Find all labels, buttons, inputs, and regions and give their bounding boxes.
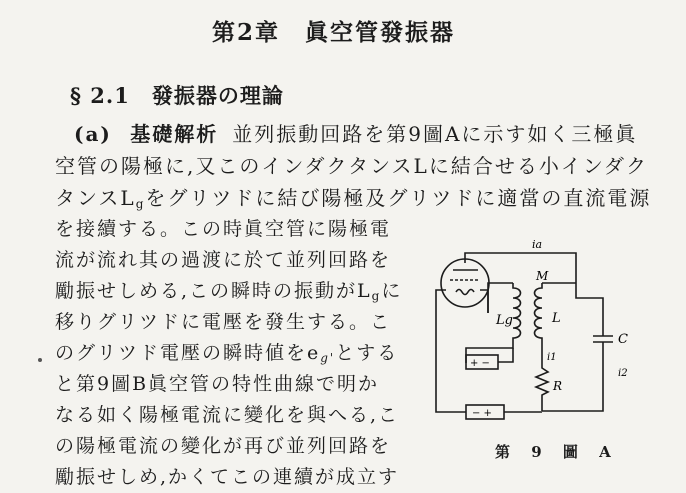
- grid-battery-wire: [498, 348, 513, 362]
- label-L: L: [552, 311, 561, 326]
- paragraph-line-2: 空管の陽極に,又このインダクタンスLに結合せる小インダク: [55, 154, 649, 178]
- chapter-title: 第2章 眞空管發振器: [212, 19, 456, 46]
- circuit-diagram: [418, 228, 658, 443]
- column-line-6: と第9圖B眞空管の特性曲線で明か: [55, 373, 380, 395]
- column-line-2: 流が流れ其の過渡に於て並列回路を: [55, 249, 392, 271]
- paragraph-label: (a): [74, 122, 112, 146]
- label-plate-battery: − +: [472, 408, 492, 419]
- column-line-8: の陽極電流の變化が再び並列回路を: [55, 435, 392, 457]
- vacuum-tube: [441, 259, 489, 307]
- paragraph-line-1: [74, 118, 637, 150]
- tube-filament: [456, 290, 474, 295]
- column-line-5-text: のグリツド電壓の瞬時値をe: [55, 342, 321, 364]
- label-ia: ia: [532, 238, 543, 251]
- label-C: C: [618, 332, 628, 347]
- paragraph-line-1-text: 並列振動回路を第9圖Aに示す如く三極眞: [232, 122, 638, 146]
- label-R: R: [553, 379, 563, 393]
- label-Lg: Lg: [496, 313, 513, 328]
- label-i1: i1: [547, 352, 557, 363]
- line-3-end: をグリツドに結び陽極及グリツドに適當の直流電源: [145, 186, 652, 210]
- label-M: M: [536, 269, 549, 283]
- column-line-3-subscript: g: [371, 289, 382, 303]
- main-coil: [535, 283, 543, 353]
- column-line-3-end: に: [381, 280, 403, 302]
- column-line-1: を接續する。この時眞空管に陽極電: [55, 218, 392, 240]
- column-line-3-text: 勵振せしめる,この瞬時の振動がL: [55, 280, 372, 302]
- column-line-9: 勵振せしめ,かくてこの連續が成立す: [55, 466, 400, 488]
- column-line-7: なる如く陽極電流に變化を與へる,こ: [55, 404, 400, 426]
- paragraph-heading: 基礎解析: [130, 122, 219, 146]
- figure-caption: 第 9 圖 A: [495, 443, 619, 461]
- label-grid-battery: + −: [470, 358, 490, 369]
- column-line-5-end: とする: [335, 342, 399, 364]
- column-line-5-subscript: g': [320, 351, 336, 365]
- line-3-start: タンスL: [55, 186, 136, 210]
- cathode-return: [436, 326, 466, 412]
- ink-dot: [38, 358, 42, 362]
- circuit-svg: [418, 228, 658, 443]
- section-title: § 2.1 發振器の理論: [70, 83, 284, 108]
- column-line-4: 移りグリツドに電壓を發生する。こ: [55, 311, 392, 333]
- label-i2: i2: [618, 368, 628, 379]
- line-3-subscript: g: [135, 197, 146, 211]
- grid-coil-top-wire: [488, 283, 513, 313]
